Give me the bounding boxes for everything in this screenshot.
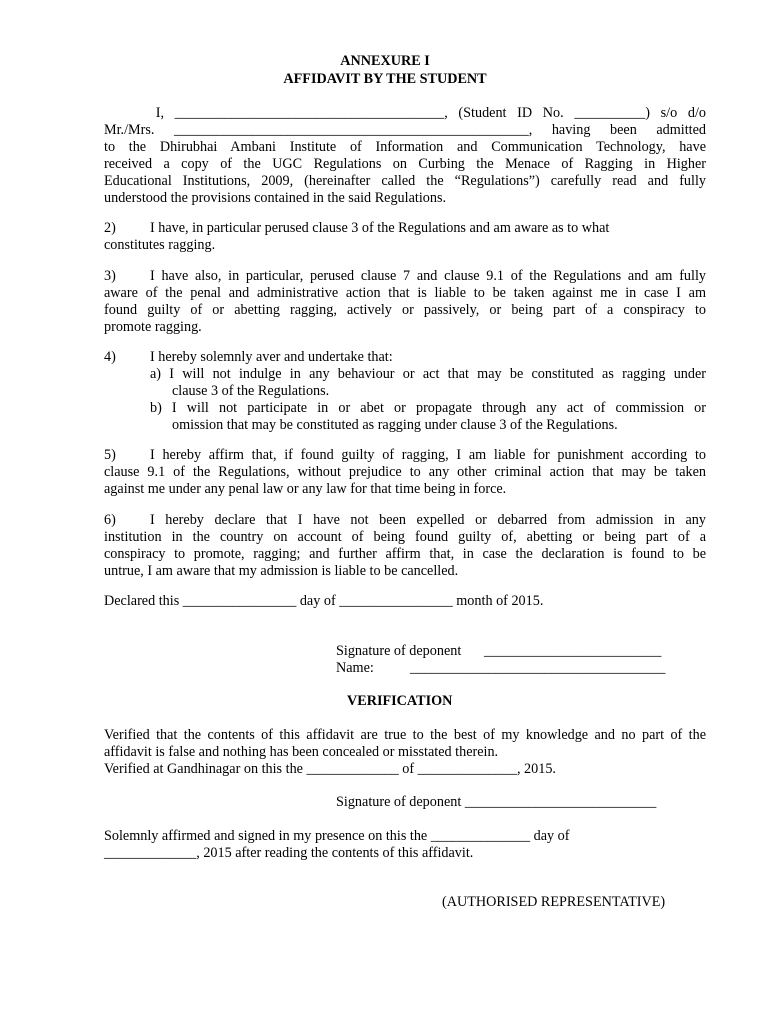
signature-line: _________________________ bbox=[484, 643, 662, 659]
clause-number: 6) bbox=[104, 512, 116, 528]
authorised-representative: (AUTHORISED REPRESENTATIVE) bbox=[442, 894, 666, 910]
name-label: Name: bbox=[336, 660, 374, 676]
intro-line-6: understood the provisions contained in the said Regulations. bbox=[104, 190, 447, 206]
intro-line-4: received a copy of the UGC Regulations on Curbing the Menace of Ragging in Higher bbox=[104, 156, 706, 172]
intro-line-2: Mr./Mrs. __________________________________________________, having been admitted bbox=[104, 122, 706, 138]
intro-line-5: Educational Institutions, 2009, (hereinafter called the “Regulations”) carefully read and fully bbox=[104, 173, 706, 189]
name-line: ____________________________________ bbox=[410, 660, 666, 676]
clause-4b: b) I will not participate in or abet or propagate through any act of commission or bbox=[150, 400, 706, 416]
clause-4a: a) I will not indulge in any behaviour or act that may be constituted as ragging under bbox=[150, 366, 706, 382]
verification-heading: VERIFICATION bbox=[347, 693, 453, 709]
page-title: AFFIDAVIT BY THE STUDENT bbox=[283, 71, 487, 87]
clause-number: 4) bbox=[104, 349, 116, 365]
clause-number: 5) bbox=[104, 447, 116, 463]
clause-number: 2) bbox=[104, 220, 116, 236]
intro-line-1: I, ______________________________________, (Student ID No. __________) s/o d/o bbox=[155, 105, 706, 121]
annexure-heading: ANNEXURE I bbox=[340, 53, 430, 69]
declared-line: Declared this ________________ day of ________________ month of 2015. bbox=[104, 593, 544, 609]
intro-line-3: to the Dhirubhai Ambani Institute of Information and Communication Technology, have bbox=[104, 139, 706, 155]
verification-signature: Signature of deponent ___________________________ bbox=[336, 794, 657, 810]
signature-label: Signature of deponent bbox=[336, 643, 462, 659]
clause-number: 3) bbox=[104, 268, 116, 284]
